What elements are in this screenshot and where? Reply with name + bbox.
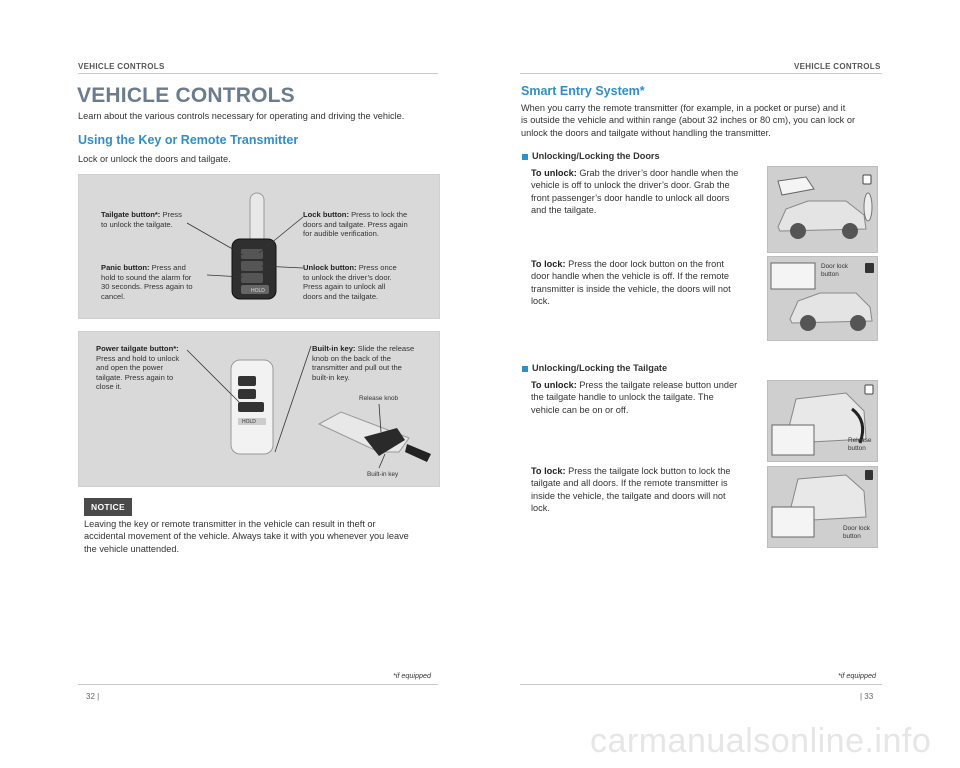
tg-door-lock-button-label: Door lock button — [843, 525, 870, 540]
left-footer-rule — [78, 684, 438, 685]
smart-fob-illustration-panel — [78, 331, 440, 487]
door-lock-illustration — [767, 256, 878, 341]
left-footnote: *if equipped — [393, 671, 431, 680]
release-knob-label: Release knob — [359, 395, 399, 402]
right-header-rule — [520, 73, 882, 74]
page-title: VEHICLE CONTROLS — [77, 84, 295, 107]
car-unlock-icon — [768, 167, 877, 252]
tailgate-lock-text: To lock: Press the tailgate lock button to lock the tailgate and all doors. If the remote transmitter is inside the vehicle, the tailgate and doors will not lock. — [531, 466, 731, 514]
left-header-rule — [78, 73, 438, 74]
tailgate-heading: Unlocking/Locking the Tailgate — [522, 363, 667, 373]
right-running-header: VEHICLE CONTROLS — [794, 62, 881, 71]
callout-tailgate-button: Tailgate button*: Press to unlock the tailgate. — [101, 210, 182, 229]
smart-entry-intro: When you carry the remote transmitter (for example, in a pocket or purse) and it is outside the vehicle and within range (about 32 inches or 80 cm), you can lock or unlock the doors and tailgate without handling the transmitter. — [521, 103, 855, 138]
notice-badge: NOTICE — [84, 498, 132, 516]
callout-lock-button: Lock button: Press to lock the doors and tailgate. Press again for audible verification. — [303, 210, 408, 239]
watermark: carmanualsonline.info — [590, 722, 932, 760]
tailgate-unlock-text: To unlock: Press the tailgate release button under the tailgate handle to unlock the tailgate. The vehicle can be on or off. — [531, 380, 738, 415]
tailgate-unlock-illustration — [767, 380, 878, 462]
callout-unlock-button: Unlock button: Press once to unlock the driver’s door. Press again to unlock all doors and the tailgate. — [303, 263, 397, 301]
doors-heading: Unlocking/Locking the Doors — [522, 151, 660, 161]
builtin-key-label: Built-in key — [367, 471, 399, 478]
page-intro: Learn about the various controls necessary for operating and driving the vehicle. — [78, 111, 405, 121]
door-unlock-illustration — [767, 166, 878, 253]
square-bullet-icon-2 — [522, 366, 528, 372]
square-bullet-icon — [522, 154, 528, 160]
door-lock-button-label: Door lock button — [821, 263, 848, 278]
left-running-header: VEHICLE CONTROLS — [78, 62, 165, 71]
left-page-number: 32 | — [86, 692, 100, 701]
section-intro-key: Lock or unlock the doors and tailgate. — [78, 154, 231, 164]
callout-power-tailgate: Power tailgate button*: Press and hold to unlock and open the power tailgate. Press again to close it. — [96, 344, 180, 392]
release-button-label: Release button — [848, 437, 872, 452]
hold-label: HOLD — [251, 288, 265, 294]
doors-unlock-text: To unlock: Grab the driver’s door handle when the vehicle is off to unlock the driver’s door. Grab the front passenger’s door handle to unlock all doors and the tailgate. — [531, 168, 739, 216]
doors-lock-text: To lock: Press the door lock button on the front door handle when the vehicle is off. If the remote transmitter is inside the vehicle, the doors will not lock. — [531, 259, 731, 307]
callout-builtin-key: Built-in key: Slide the release knob on the back of the transmitter and pull out the built-in key. — [312, 344, 415, 382]
callout-panic-button: Panic button: Press and hold to sound the alarm for 30 seconds. Press again to cancel. — [101, 263, 193, 301]
hold-label-2: HOLD — [242, 419, 256, 425]
notice-text: Leaving the key or remote transmitter in the vehicle can result in theft or accidental movement of the vehicle. Always take it with you whenever you leave the vehicle unattended. — [84, 519, 409, 554]
right-footer-rule — [520, 684, 882, 685]
smart-entry-title: Smart Entry System* — [521, 84, 645, 98]
section-title-key: Using the Key or Remote Transmitter — [78, 133, 299, 147]
tailgate-lock-illustration — [767, 466, 878, 548]
right-page-number: | 33 — [860, 692, 874, 701]
key-fob-illustration-panel — [78, 174, 440, 319]
right-footnote: *if equipped — [838, 671, 876, 680]
